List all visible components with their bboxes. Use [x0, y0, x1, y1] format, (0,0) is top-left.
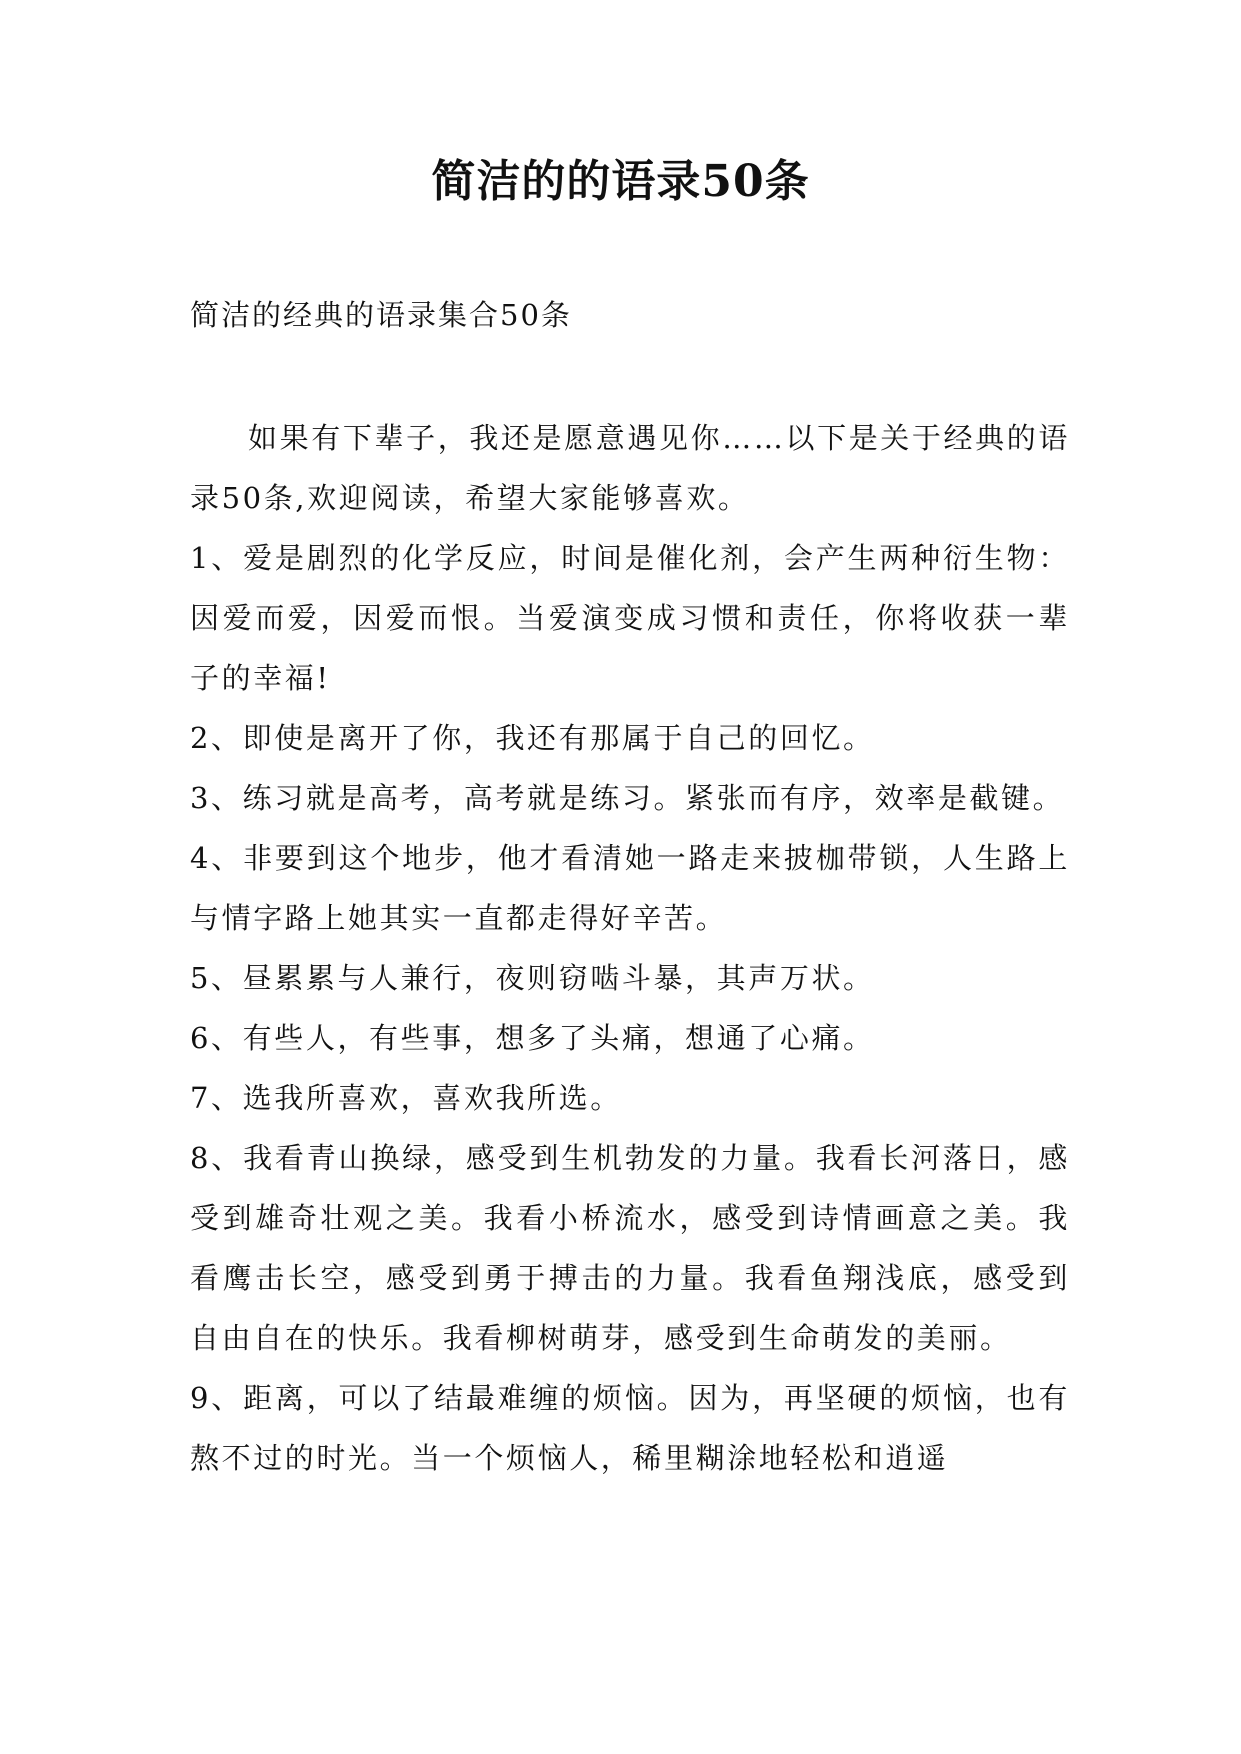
intro-paragraph: 如果有下辈子，我还是愿意遇见你……以下是关于经典的语录50条,欢迎阅读，希望大家能够喜欢。	[190, 421, 1070, 515]
quote-item-9: 9、距离，可以了结最难缠的烦恼。因为，再坚硬的烦恼，也有熬不过的时光。当一个烦恼人，稀里糊涂地轻松和逍遥	[190, 1381, 1070, 1475]
quote-item-1: 1、爱是剧烈的化学反应，时间是催化剂，会产生两种衍生物：因爱而爱，因爱而恨。当爱演变成习惯和责任，你将收获一辈子的幸福!	[190, 541, 1070, 695]
quote-item-8: 8、我看青山换绿，感受到生机勃发的力量。我看长河落日，感受到雄奇壮观之美。我看小桥流水，感受到诗情画意之美。我看鹰击长空，感受到勇于搏击的力量。我看鱼翔浅底，感受到自由自在的快乐。我看柳树萌芽，感受到生命萌发的美丽。	[190, 1141, 1070, 1355]
quote-item-5: 5、昼累累与人兼行，夜则窃啮斗暴，其声万状。	[190, 961, 875, 995]
document-subtitle: 简洁的经典的语录集合50条	[190, 298, 572, 332]
quote-item-3: 3、练习就是高考，高考就是练习。紧张而有序，效率是截键。	[190, 781, 1065, 815]
quote-item-2: 2、即使是离开了你，我还有那属于自己的回忆。	[190, 721, 875, 755]
quote-item-4: 4、非要到这个地步，他才看清她一路走来披枷带锁，人生路上与情字路上她其实一直都走得好辛苦。	[190, 841, 1070, 935]
quote-item-6: 6、有些人，有些事，想多了头痛，想通了心痛。	[190, 1021, 875, 1055]
quote-item-7: 7、选我所喜欢，喜欢我所选。	[190, 1081, 622, 1115]
document-body	[190, 408, 1070, 1488]
document-title: 简洁的的语录50条	[431, 156, 810, 207]
